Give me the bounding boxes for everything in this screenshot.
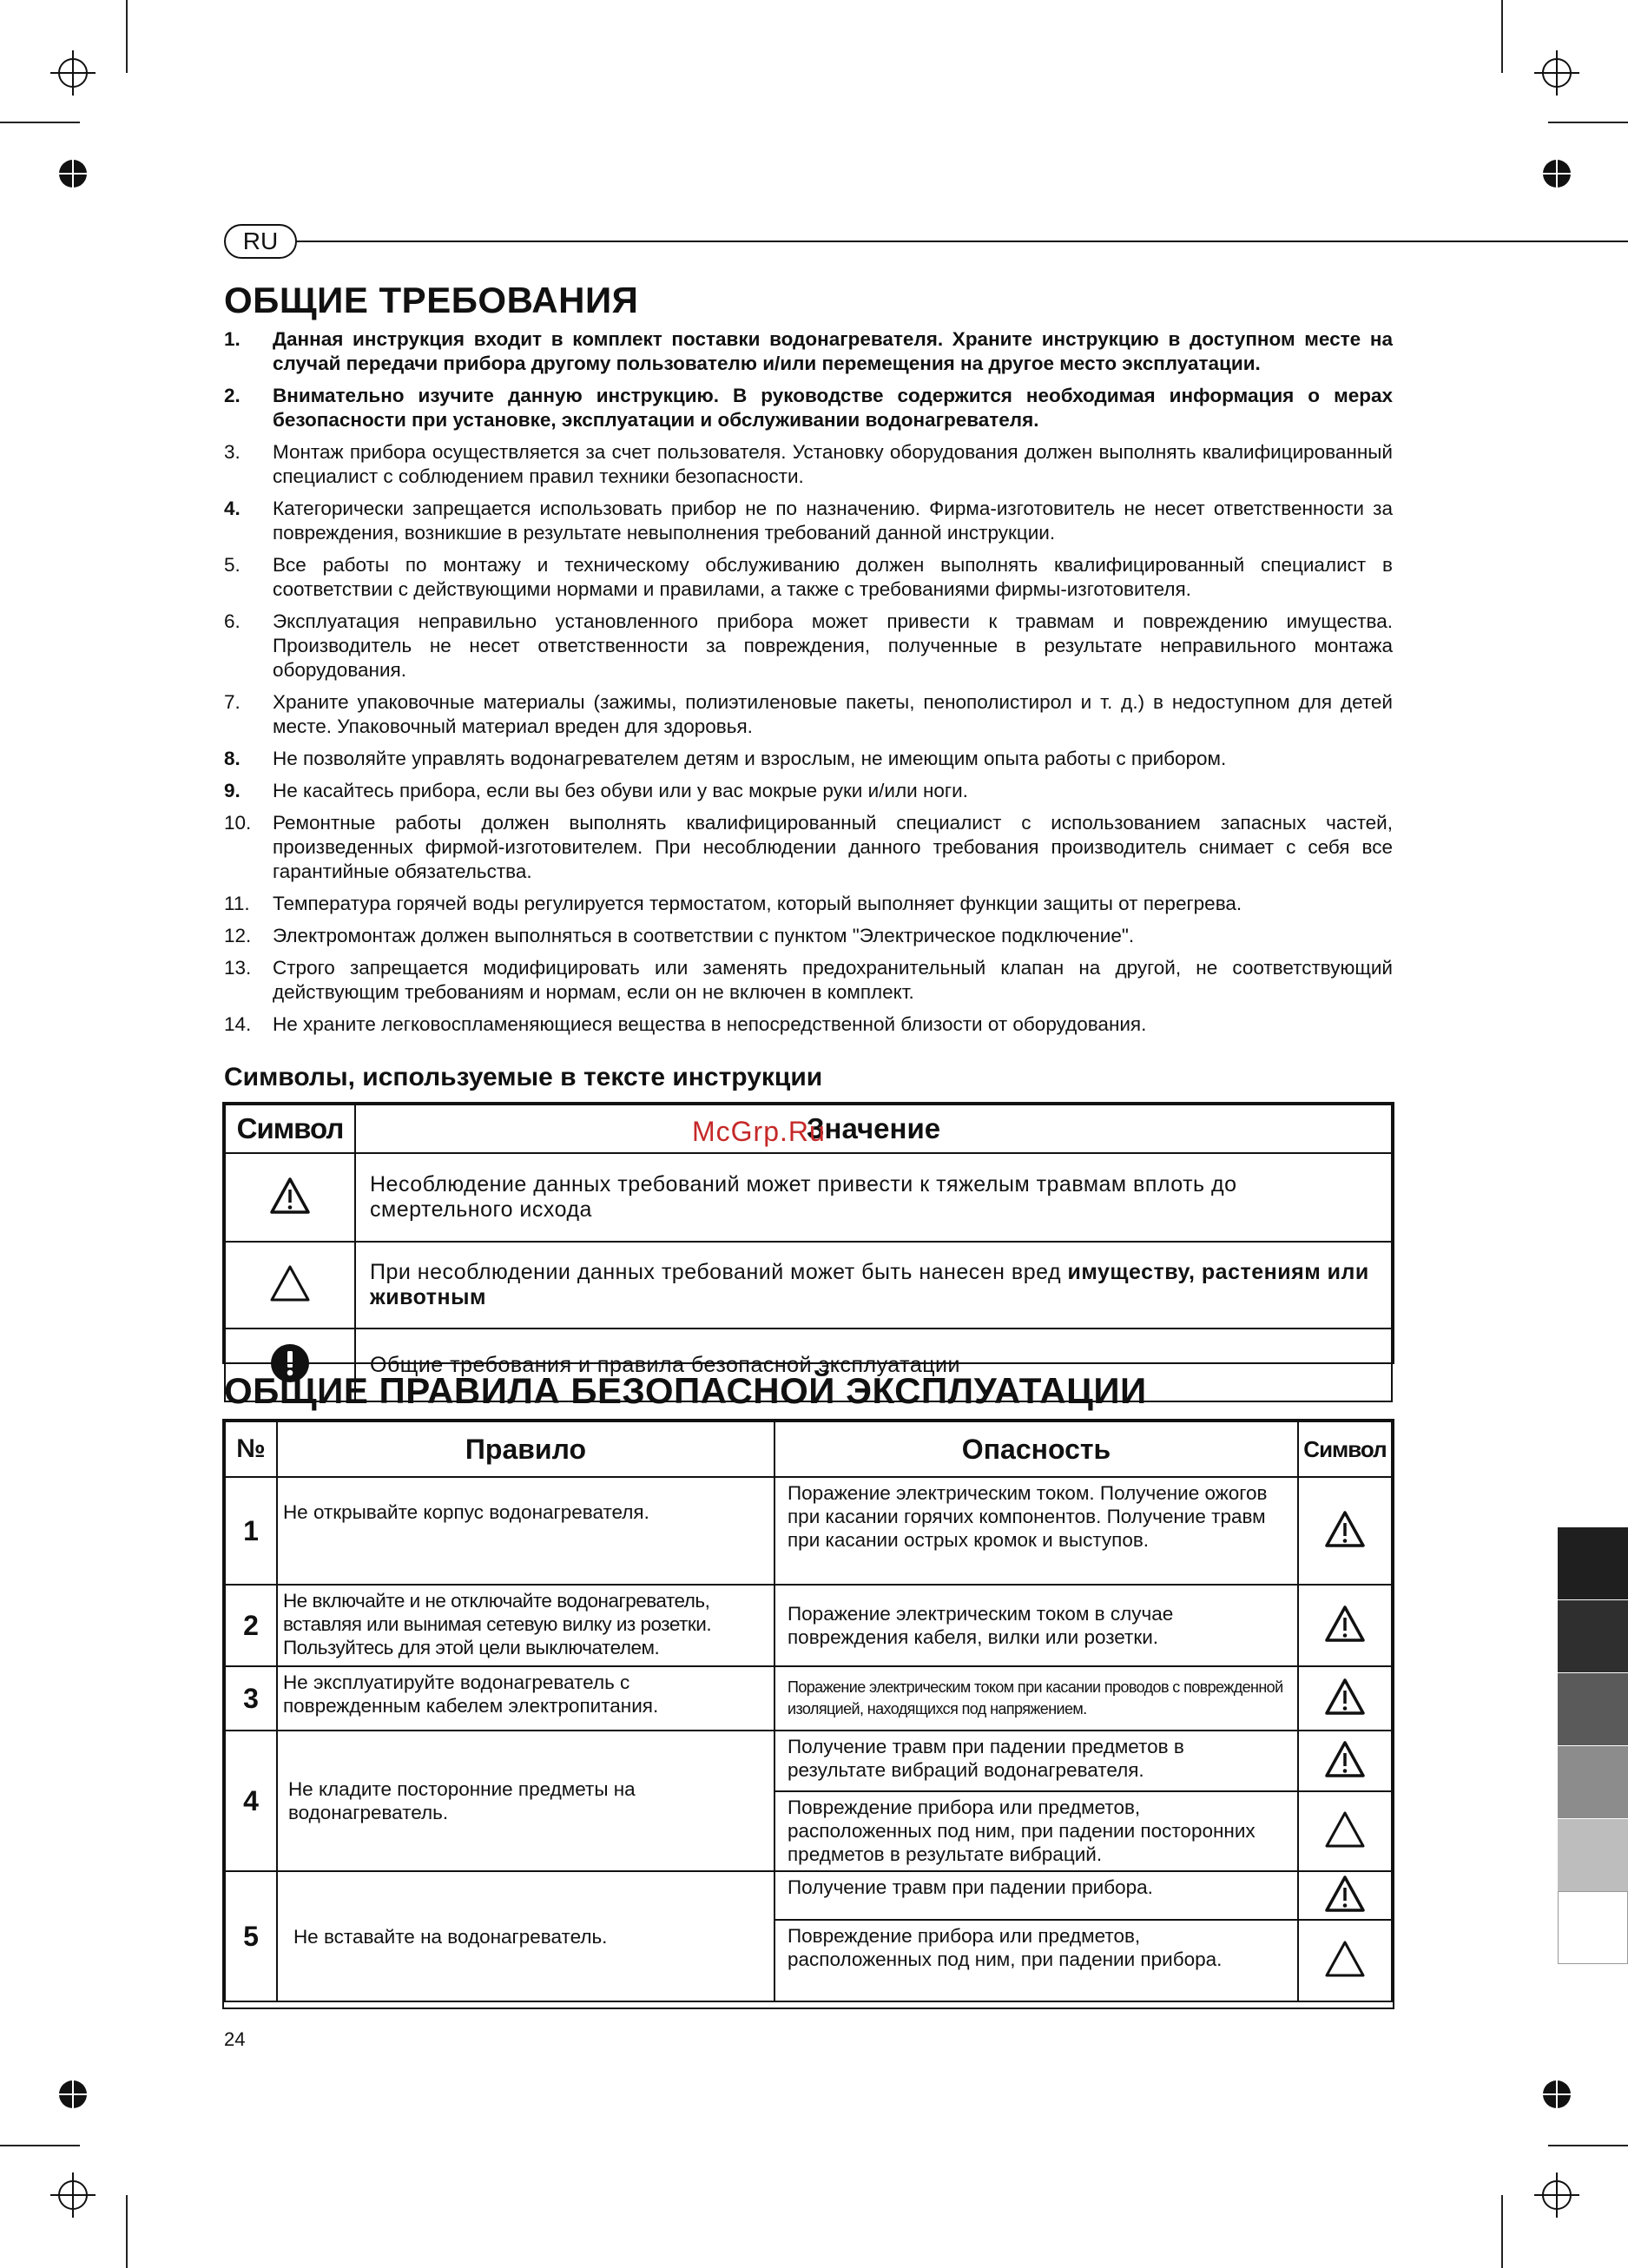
list-item-number: 6. [224, 610, 241, 632]
rule-text: Не включайте и не отключайте водонагреватель, вставляя или вынимая сетевую вилку из розетки. Пользуйтесь для этой цели выключателем. [277, 1585, 774, 1666]
rules-col-symbol-header: Символ [1298, 1421, 1392, 1477]
symbol-row [225, 1242, 1392, 1328]
list-item-number: 13. [224, 957, 252, 979]
rule-text: Не кладите посторонние предметы на водонагреватель. [277, 1731, 774, 1871]
rule-text: Не эксплуатируйте водонагреватель с поврежденным кабелем электропитания. [277, 1666, 774, 1731]
registration-target-icon [1534, 2172, 1579, 2218]
rule-number: 4 [225, 1731, 277, 1871]
list-item-number: 14. [224, 1013, 252, 1035]
list-item-number: 10. [224, 812, 252, 834]
symbol-cell [225, 1153, 355, 1242]
symbols-table [224, 1104, 1393, 1402]
warning-triangle-bold-icon [1324, 1740, 1366, 1778]
list-item-text: Монтаж прибора осуществляется за счет пользователя. Установку оборудования должен выполнять квалифицированный специалист с соблюдением правил техники безопасности. [273, 441, 1393, 487]
warning-triangle-bold-icon [1324, 1678, 1366, 1716]
table-row [225, 1871, 1392, 1920]
list-item-text: Данная инструкция входит в комплект поставки водонагревателя. Храните инструкцию в доступном месте на случай передачи прибора другому пользователю и/или перемещения на другое место эксплуатации. [273, 328, 1393, 374]
symbol-meaning: Общие требования и правила безопасной эксплуатации [355, 1328, 1392, 1401]
list-item-text: Ремонтные работы должен выполнять квалифицированный специалист с использованием запасных частей, произведенных фирмой-изготовителем. При несоблюдении данного требования производитель снимает с себя все гарантийные обязательства. [273, 812, 1393, 882]
list-item-number: 11. [224, 893, 250, 914]
list-item [224, 924, 1393, 948]
danger-symbol [1298, 1585, 1392, 1666]
trim-mark [1548, 2145, 1628, 2146]
table-row [225, 1477, 1392, 1585]
section-tab [1558, 1818, 1628, 1891]
registration-target-icon [50, 2172, 96, 2218]
list-item-number: 4. [224, 498, 241, 519]
warning-triangle-bold-icon [1324, 1875, 1366, 1913]
list-item-number: 5. [224, 554, 241, 576]
symbols-section-title: Символы, используемые в тексте инструкции [224, 1063, 823, 1091]
table-row [225, 1731, 1392, 1791]
list-item-text: Категорически запрещается использовать прибор не по назначению. Фирма-изготовитель не несет ответственности за повреждения, возникшие в результате невыполнения требований данной инструкции. [273, 498, 1393, 544]
danger-symbol [1298, 1477, 1392, 1585]
warning-triangle-outline-icon [269, 1264, 311, 1302]
section-tabs [1558, 1526, 1628, 1964]
list-item-text: Эксплуатация неправильно установленного прибора может привести к травмам и повреждению имущества. Производитель не несет ответственности за повреждения, полученные в результате неправильного монтажа оборудования. [273, 610, 1393, 681]
section-tab [1558, 1672, 1628, 1745]
language-header [224, 224, 1628, 259]
list-item [224, 747, 1393, 771]
section-tab [1558, 1599, 1628, 1672]
danger-text: Поражение электрическим током. Получение ожогов при касании горячих компонентов. Получение травм при касании острых кромок и выступов. [774, 1477, 1298, 1585]
danger-text: Поражение электрическим током при касании проводов с поврежденной изоляцией, находящихся под напряжением. [774, 1666, 1298, 1731]
symbols-col-meaning-header: Значение [355, 1104, 1392, 1153]
danger-text: Повреждение прибора или предметов, расположенных под ним, при падении прибора. [774, 1920, 1298, 2001]
list-item-text: Не касайтесь прибора, если вы без обуви или у вас мокрые руки и/или ноги. [273, 780, 968, 801]
table-row [225, 1666, 1392, 1731]
list-item [224, 956, 1393, 1005]
header-rule [295, 241, 1628, 242]
trim-mark [0, 122, 80, 123]
list-item [224, 384, 1393, 432]
rule-number: 2 [225, 1585, 277, 1666]
rule-text: Не открывайте корпус водонагревателя. [277, 1477, 774, 1585]
list-item-number: 2. [224, 385, 241, 406]
registration-target-icon [50, 50, 96, 96]
trim-mark [1501, 0, 1503, 73]
list-item-number: 1. [224, 328, 241, 350]
symbol-meaning [355, 1242, 1392, 1328]
danger-symbol [1298, 1731, 1392, 1791]
trim-mark [1548, 122, 1628, 123]
list-item-number: 8. [224, 748, 241, 769]
rule-number: 1 [225, 1477, 277, 1585]
danger-symbol [1298, 1666, 1392, 1731]
rule-text: Не вставайте на водонагреватель. [277, 1871, 774, 2001]
list-item [224, 811, 1393, 884]
symbol-row [225, 1153, 1392, 1242]
rules-col-num-header: № [225, 1421, 277, 1477]
table-row [225, 1585, 1392, 1666]
section-tab [1558, 1891, 1628, 1964]
watermark: McGrp.Ru [692, 1116, 826, 1147]
symbol-meaning: Несоблюдение данных требований может привести к тяжелым травмам вплоть до смертельного исхода [355, 1153, 1392, 1242]
warning-triangle-outline-icon [1324, 1940, 1366, 1978]
list-item [224, 690, 1393, 739]
section-tab [1558, 1526, 1628, 1599]
danger-text: Повреждение прибора или предметов, расположенных под ним, при падении посторонних предметов в результате вибраций. [774, 1791, 1298, 1871]
page-title: ОБЩИЕ ТРЕБОВАНИЯ [224, 280, 639, 320]
danger-symbol [1298, 1871, 1392, 1920]
list-item [224, 610, 1393, 682]
danger-symbol [1298, 1920, 1392, 2001]
list-item [224, 553, 1393, 602]
list-item-text: Не позволяйте управлять водонагревателем детям и взрослым, не имеющим опыта работы с прибором. [273, 748, 1227, 769]
warning-triangle-bold-icon [269, 1177, 311, 1215]
requirements-list [224, 327, 1393, 1045]
symbol-meaning-text: При несоблюдении данных требований может быть нанесен вред [370, 1260, 1068, 1284]
list-item-number: 3. [224, 441, 241, 463]
warning-triangle-outline-icon [1324, 1810, 1366, 1849]
symbol-cell [225, 1242, 355, 1328]
list-item [224, 327, 1393, 376]
trim-mark [0, 2145, 80, 2146]
rule-number: 5 [225, 1871, 277, 2001]
rule-number: 3 [225, 1666, 277, 1731]
registration-dot-icon [1541, 158, 1572, 189]
list-item-text: Температура горячей воды регулируется термостатом, который выполняет функции защиты от перегрева. [273, 893, 1242, 914]
trim-mark [126, 0, 128, 73]
warning-triangle-bold-icon [1324, 1605, 1366, 1643]
list-item-number: 7. [224, 691, 241, 713]
list-item-text: Все работы по монтажу и техническому обслуживанию должен выполнять квалифицированный специалист в соответствии с действующими нормами и правилами, а также с требованиями фирмы-изготовителя. [273, 554, 1393, 600]
section-tab [1558, 1745, 1628, 1818]
registration-dot-icon [1541, 2079, 1572, 2110]
symbols-col-symbol-header: Символ [225, 1104, 355, 1153]
list-item-text: Внимательно изучите данную инструкцию. В руководстве содержится необходимая информация о мерах безопасности при установке, эксплуатации и обслуживании водонагревателя. [273, 385, 1393, 431]
list-item-text: Храните упаковочные материалы (зажимы, полиэтиленовые пакеты, пенополистирол и т. д.) в недоступном для детей месте. Упаковочный материал вреден для здоровья. [273, 691, 1393, 737]
list-item [224, 892, 1393, 916]
danger-text: Поражение электрическим током в случае повреждения кабеля, вилки или розетки. [774, 1585, 1298, 1666]
trim-mark [126, 2195, 128, 2268]
list-item-text: Электромонтаж должен выполняться в соответствии с пунктом "Электрическое подключение". [273, 925, 1135, 946]
danger-text: Получение травм при падении прибора. [774, 1871, 1298, 1920]
registration-dot-icon [57, 2079, 89, 2110]
registration-dot-icon [57, 158, 89, 189]
rules-col-danger-header: Опасность [774, 1421, 1298, 1477]
list-item [224, 779, 1393, 803]
list-item [224, 497, 1393, 545]
list-item [224, 1012, 1393, 1037]
trim-mark [1501, 2195, 1503, 2268]
registration-target-icon [1534, 50, 1579, 96]
danger-text: Получение травм при падении предметов в результате вибраций водонагревателя. [774, 1731, 1298, 1791]
list-item [224, 440, 1393, 489]
list-item-text: Не храните легковоспламеняющиеся вещества в непосредственной близости от оборудования. [273, 1013, 1147, 1035]
rules-section-title: ОБЩИЕ ПРАВИЛА БЕЗОПАСНОЙ ЭКСПЛУАТАЦИИ [224, 1370, 1147, 1411]
warning-triangle-bold-icon [1324, 1510, 1366, 1548]
rules-table [224, 1421, 1393, 2002]
symbol-meaning-bold: имуществу, растениям или животным [370, 1260, 1369, 1309]
list-item-text: Строго запрещается модифицировать или заменять предохранительный клапан на другой, не соответствующий действующим требованиям и нормам, если он не включен в комплект. [273, 957, 1393, 1003]
rules-col-rule-header: Правило [277, 1421, 774, 1477]
danger-symbol [1298, 1791, 1392, 1871]
list-item-number: 12. [224, 925, 252, 946]
page-number: 24 [224, 2028, 246, 2050]
list-item-number: 9. [224, 780, 241, 801]
language-badge: RU [224, 224, 297, 259]
